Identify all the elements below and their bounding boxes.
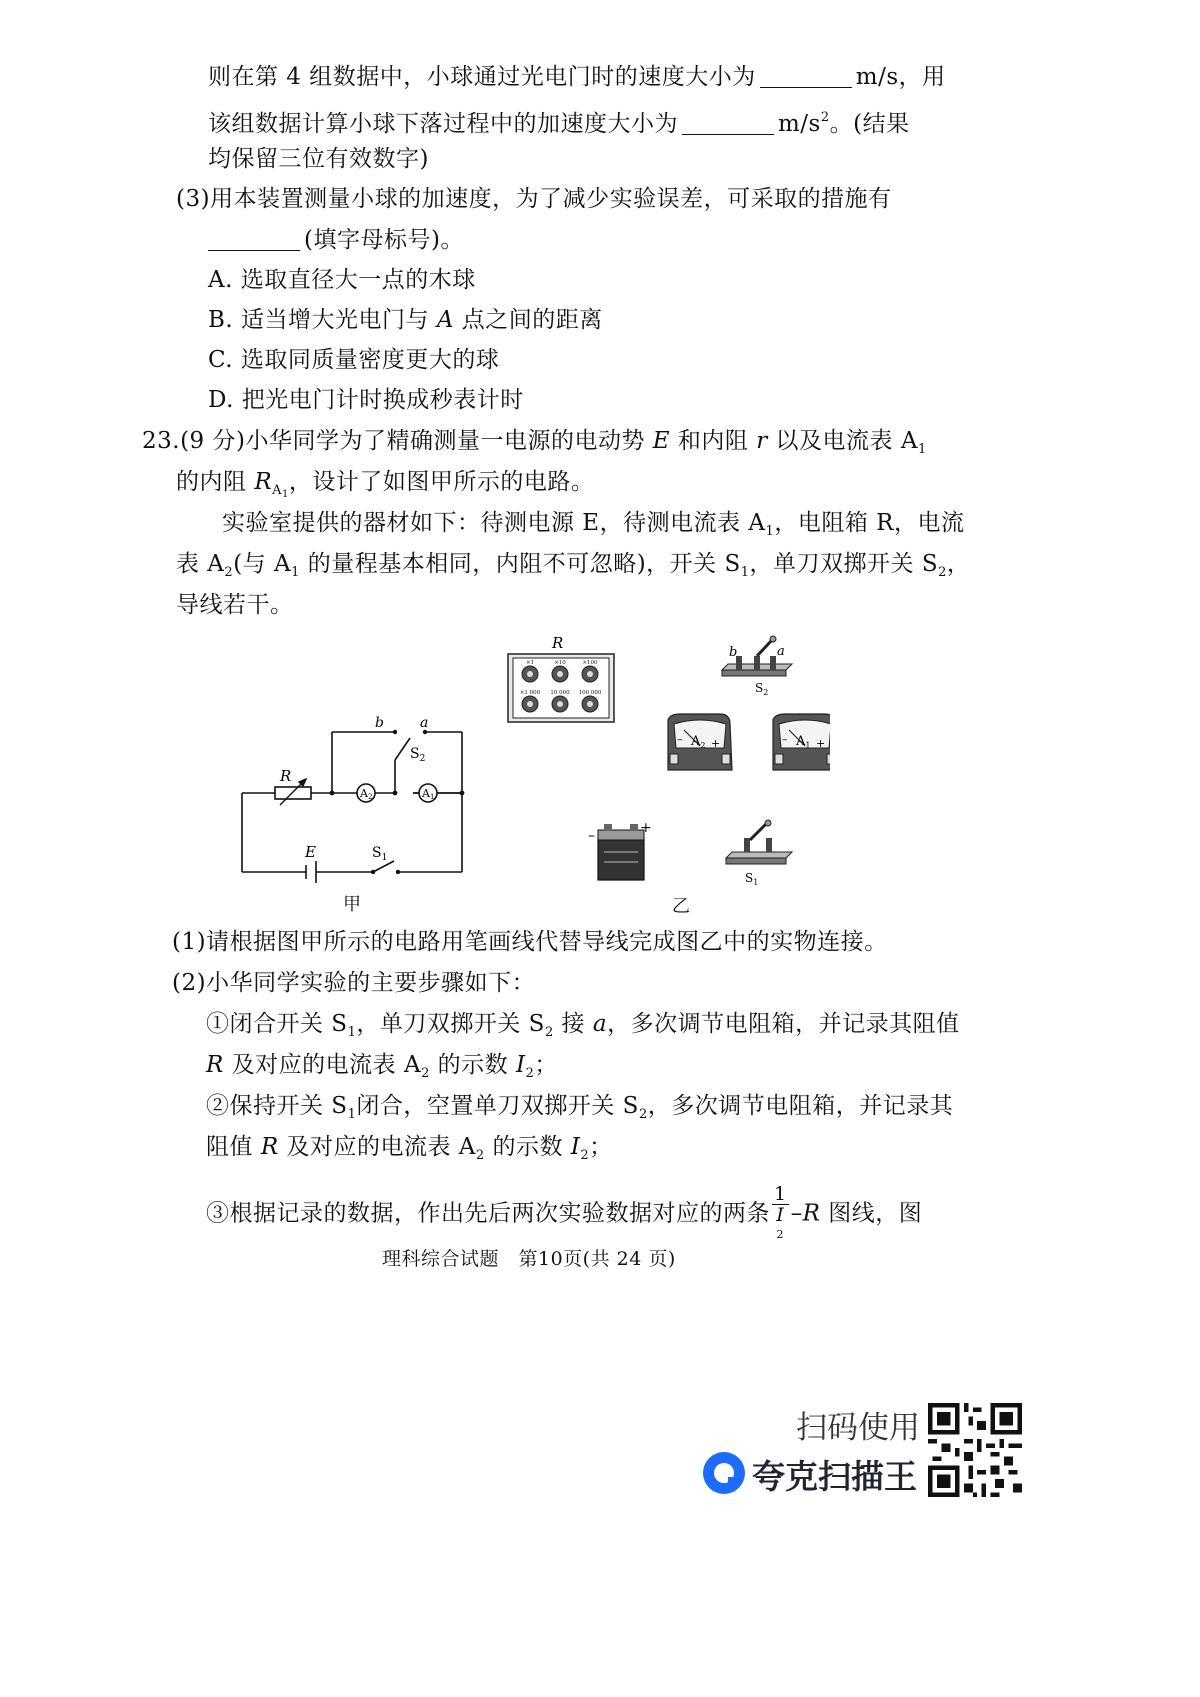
ammeter-a2: [668, 714, 732, 770]
svg-text:–: –: [677, 733, 683, 746]
circuit-label-a: a: [420, 715, 429, 731]
answer-blank-velocity[interactable]: [760, 65, 852, 88]
q23-line-2: 的内阻 $R_{A1}$，设计了如图甲所示的电路。: [176, 469, 595, 500]
q22-line-2: 该组数据计算小球下落过程中的加速度大小为 $m/s^2$。(结果: [208, 110, 910, 137]
page-footer: 理科综合试题 第10页(共 24 页): [382, 1248, 676, 1270]
figure-label-yi: 乙: [672, 896, 690, 917]
step-1-line-2: R 及对应的电流表 $A_2$ 的示数 $I_2$；: [206, 1052, 558, 1081]
step-2-line-2: 阻值 R 及对应的电流表 $A_2$ 的示数 $I_2$；: [206, 1134, 613, 1163]
answer-blank-options[interactable]: [208, 228, 300, 251]
circuit-label-s2: $S_2$: [410, 746, 426, 764]
circuit-diagram-jia: [230, 705, 480, 890]
svg-text:S1: $S_1$: [745, 871, 759, 887]
svg-text:10 000: 10 000: [550, 690, 570, 696]
fraction-one-over-i2: 1 I 2: [774, 1183, 787, 1241]
quark-logo-icon: [703, 1452, 745, 1494]
svg-text:+: +: [640, 820, 652, 836]
figure-label-jia: 甲: [343, 894, 361, 915]
circuit-label-s1: $S_1$: [372, 845, 388, 863]
q22-line-3: 均保留三位有效数字): [208, 146, 429, 172]
option-d: D. 把光电门计时换成秒表计时: [208, 387, 524, 413]
q23-part1: (1)请根据图甲所示的电路用笔画线代替导线完成图乙中的实物连接。: [172, 929, 888, 955]
q23-equipment-line-3: 导线若干。: [176, 592, 294, 618]
circuit-label-b: b: [375, 715, 384, 731]
q23-line-1: 23.(9 分)小华同学为了精确测量一电源的电动势 E 和内阻 r 以及电流表 $A_1$: [142, 428, 927, 457]
svg-text:×1: ×1: [525, 660, 535, 666]
step-2-line-1: ②保持开关 $S_1$闭合，空置单刀双掷开关 $S_2$，多次调节电阻箱，并记录其: [206, 1093, 954, 1122]
svg-text:–: –: [782, 733, 788, 746]
components-figure-yi: [500, 630, 830, 890]
svg-text:×1 000: ×1 000: [519, 690, 541, 696]
q22-part3-line-2: (填字母标号)。: [208, 225, 464, 255]
battery: [588, 820, 652, 880]
svg-text:×100: ×100: [582, 660, 598, 666]
q22-line-1: 则在第 4 组数据中，小球通过光电门时的速度大小为 m/s，用: [208, 64, 946, 90]
svg-text:+: +: [816, 737, 826, 750]
svg-text:R: R: [552, 634, 564, 652]
circuit-ammeter-a1: A1: [422, 787, 435, 801]
qr-code-icon[interactable]: [928, 1403, 1022, 1497]
knife-switch-s1: [726, 820, 792, 887]
ammeter-a1: [773, 714, 830, 770]
svg-text:a: a: [777, 644, 785, 659]
circuit-label-r: R: [280, 767, 292, 785]
resistance-box: [508, 634, 614, 722]
svg-text:A2: $A_2$: [691, 734, 706, 750]
step-1-line-1: ①闭合开关 $S_1$，单刀双掷开关 $S_2$ 接 a，多次调节电阻箱，并记录其阻值: [206, 1011, 960, 1040]
knife-switch-s2: [722, 636, 792, 697]
scan-to-use-label: 扫码使用: [796, 1410, 920, 1446]
svg-text:b: b: [729, 645, 738, 660]
step-3-line-1: ③根据记录的数据，作出先后两次实验数据对应的两条 1 I 2 –R 图线，图: [206, 1184, 922, 1245]
answer-blank-acceleration[interactable]: [682, 112, 774, 135]
svg-text:S2: $S_2$: [755, 681, 769, 697]
svg-text:×10: ×10: [554, 660, 566, 666]
svg-text:–: –: [588, 828, 595, 844]
svg-text:A1: $A_1$: [796, 734, 811, 750]
q22-part3-line-1: (3)用本装置测量小球的加速度，为了减少实验误差，可采取的措施有: [176, 186, 892, 212]
option-a: A. 选取直径大一点的木球: [208, 267, 476, 293]
circuit-ammeter-a2: A2: [360, 787, 373, 801]
svg-text:+: +: [711, 737, 721, 750]
q23-equipment-line-2: 表 $A_2$(与 $A_1$ 的量程基本相同，内阻不可忽略)，开关 $S_1$，单刀双掷开关 $S_2$，: [176, 551, 971, 580]
option-c: C. 选取同质量密度更大的球: [208, 347, 500, 373]
brand-name: 夸克扫描王: [752, 1457, 917, 1496]
q23-equipment-line-1: 实验室提供的器材如下：待测电源 E，待测电流表 $A_1$，电阻箱 R，电流: [222, 510, 965, 539]
q23-part2: (2)小华同学实验的主要步骤如下：: [172, 970, 536, 996]
option-b: B. 适当增大光电门与 A 点之间的距离: [208, 307, 603, 333]
circuit-label-e: E: [305, 843, 316, 861]
svg-text:100 000: 100 000: [578, 690, 602, 696]
